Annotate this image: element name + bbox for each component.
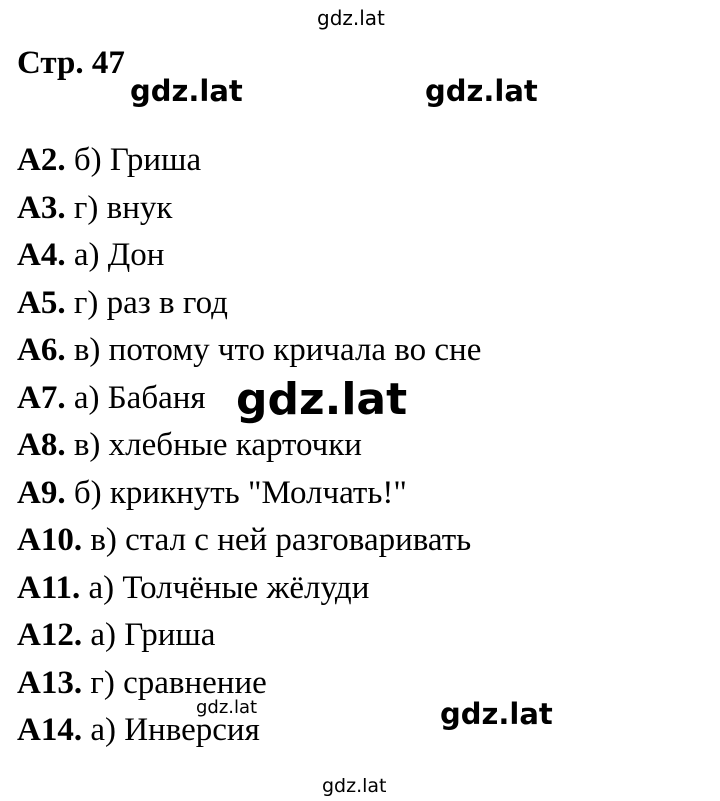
answer-item: [17, 280, 481, 328]
answer-number: А5.: [17, 284, 66, 321]
answer-number: А11.: [17, 569, 81, 606]
answer-text: в) стал с ней разговаривать: [90, 522, 472, 558]
answer-number: А2.: [17, 142, 66, 178]
answer-text: г) раз в год: [73, 284, 228, 321]
answer-text: а) Толчёные жёлуди: [88, 569, 370, 606]
answer-item: [17, 565, 481, 613]
answer-text: в) потому что кричала во сне: [73, 332, 482, 368]
answer-number: А12.: [17, 617, 83, 653]
answer-text: а) Гриша: [90, 617, 216, 653]
answer-text: а) Дон: [73, 237, 165, 273]
answer-item: [17, 185, 481, 233]
answer-number: А14.: [17, 712, 83, 748]
answer-item: [17, 137, 481, 185]
watermark-lower-small: gdz.lat: [196, 697, 258, 718]
answer-number: А9.: [17, 474, 66, 511]
answer-number: А13.: [17, 664, 83, 701]
page-heading: Стр. 47: [17, 45, 125, 81]
answer-text: а) Инверсия: [90, 712, 260, 748]
answer-list: [17, 137, 481, 755]
watermark-bottom: gdz.lat: [322, 775, 387, 797]
answer-item: [17, 422, 481, 470]
watermark-lower-right: gdz.lat: [440, 697, 553, 731]
answer-number: А8.: [17, 427, 66, 463]
answer-text: б) Гриша: [73, 142, 202, 178]
answer-number: А3.: [17, 189, 66, 226]
watermark-heading-right: gdz.lat: [425, 74, 538, 108]
answer-text: б) крикнуть "Молчать!": [73, 474, 407, 511]
answer-text: в) хлебные карточки: [73, 427, 362, 463]
watermark-heading-left: gdz.lat: [130, 74, 243, 108]
answer-item: [17, 470, 481, 518]
answer-number: А7.: [17, 379, 66, 416]
answer-number: А10.: [17, 522, 83, 558]
answer-number: А4.: [17, 237, 66, 273]
watermark-top: gdz.lat: [317, 6, 385, 30]
watermark-middle: gdz.lat: [236, 374, 408, 425]
answer-text: г) внук: [73, 189, 173, 226]
answer-text: а) Бабаня: [73, 379, 206, 416]
answer-number: А6.: [17, 332, 66, 368]
answer-item: [17, 517, 481, 565]
answer-item: [17, 612, 481, 660]
answer-text: г) сравнение: [90, 664, 267, 701]
answer-item: [17, 232, 481, 280]
answer-item: [17, 327, 481, 375]
